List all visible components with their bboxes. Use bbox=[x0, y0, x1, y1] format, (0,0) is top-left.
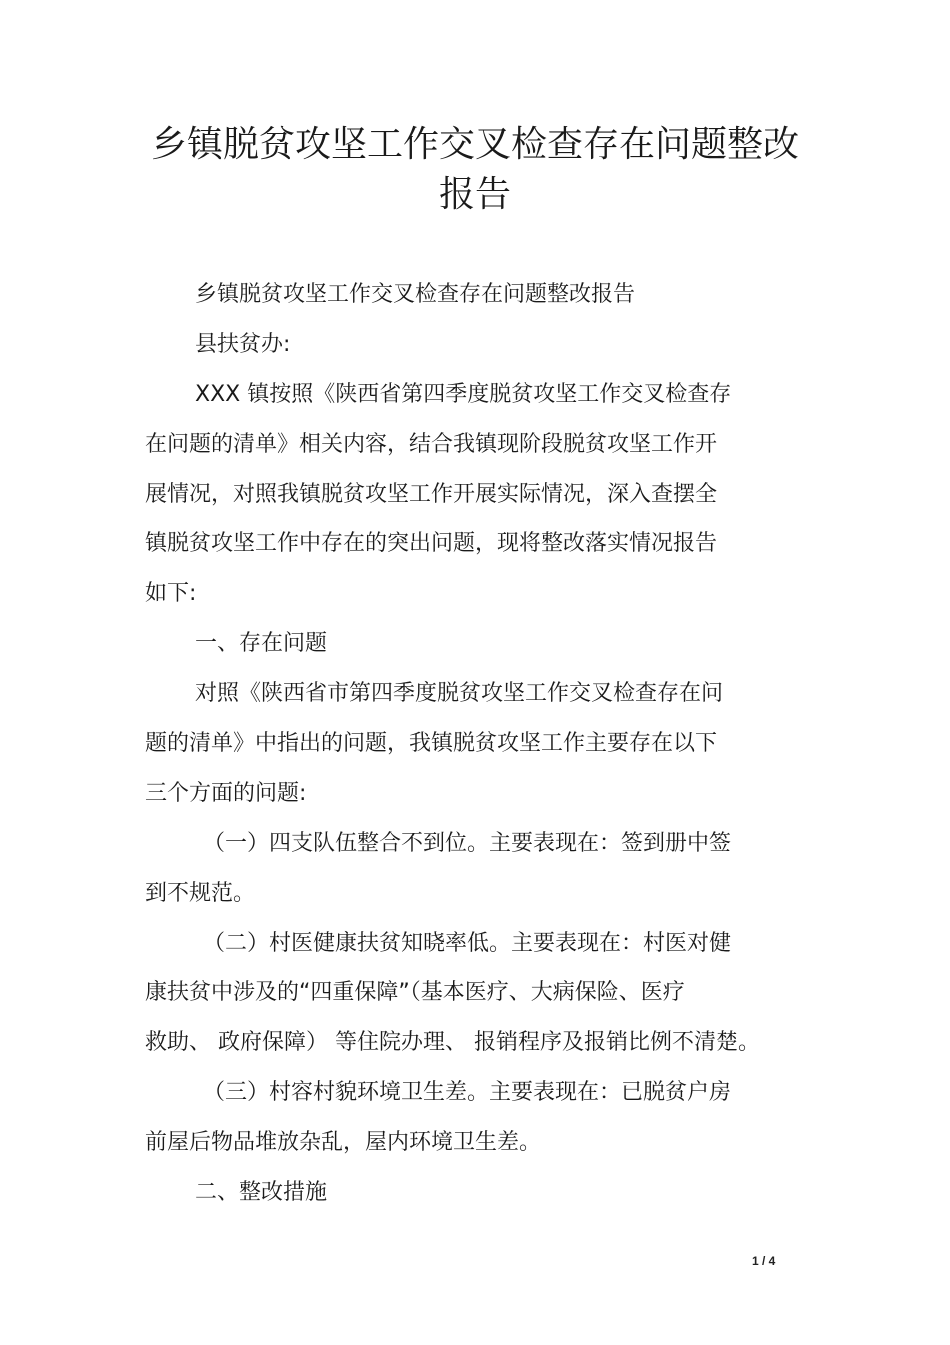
body-line: 前屋后物品堆放杂乱，屋内环境卫生差。 bbox=[145, 1130, 542, 1156]
body-line: 三个方面的问题: bbox=[145, 780, 307, 806]
body-line-salutation: 县扶贫办: bbox=[195, 331, 291, 357]
body-line: 到不规范。 bbox=[145, 880, 256, 906]
body-line: 如下: bbox=[145, 581, 197, 607]
problem-item-3: （三）村容村貌环境卫生差。主要表现在：已脱贫户房 bbox=[203, 1080, 732, 1106]
problem-item-1: （一）四支队伍整合不到位。主要表现在：签到册中签 bbox=[203, 830, 732, 856]
body-line: 对照《陕西省市第四季度脱贫攻坚工作交叉检查存在问 bbox=[195, 681, 724, 707]
title-line-2: 报告 bbox=[438, 174, 511, 215]
body-line-subtitle: 乡镇脱贫攻坚工作交叉检查存在问题整改报告 bbox=[195, 282, 636, 307]
document-title bbox=[145, 120, 805, 220]
title-line-1: 乡镇脱贫攻坚工作交叉检查存在问题整改 bbox=[150, 124, 799, 165]
body-line: 镇脱贫攻坚工作中存在的突出问题，现将整改落实情况报告 bbox=[145, 531, 718, 557]
body-line: 题的清单》中指出的问题，我镇脱贫攻坚工作主要存在以下 bbox=[145, 731, 718, 757]
body-line: 救助、 政府保障） 等住院办理、 报销程序及报销比例不清楚。 bbox=[145, 1030, 760, 1056]
problem-item-2: （二）村医健康扶贫知晓率低。主要表现在：村医对健 bbox=[203, 930, 732, 956]
page-number: 1 / 4 bbox=[752, 1254, 776, 1268]
body-line: 展情况，对照我镇脱贫攻坚工作开展实际情况，深入查摆全 bbox=[145, 481, 718, 507]
body-line: 康扶贫中涉及的“四重保障”（基本医疗、大病保险、医疗 bbox=[145, 980, 685, 1006]
section-heading-measures: 二、整改措施 bbox=[195, 1180, 328, 1206]
section-heading-problems: 一、存在问题 bbox=[195, 631, 328, 657]
body-line: 在问题的清单》相关内容，结合我镇现阶段脱贫攻坚工作开 bbox=[145, 431, 718, 457]
document-body bbox=[145, 270, 795, 1218]
body-line: XXX 镇按照《陕西省第四季度脱贫攻坚工作交叉检查存 bbox=[195, 381, 732, 407]
